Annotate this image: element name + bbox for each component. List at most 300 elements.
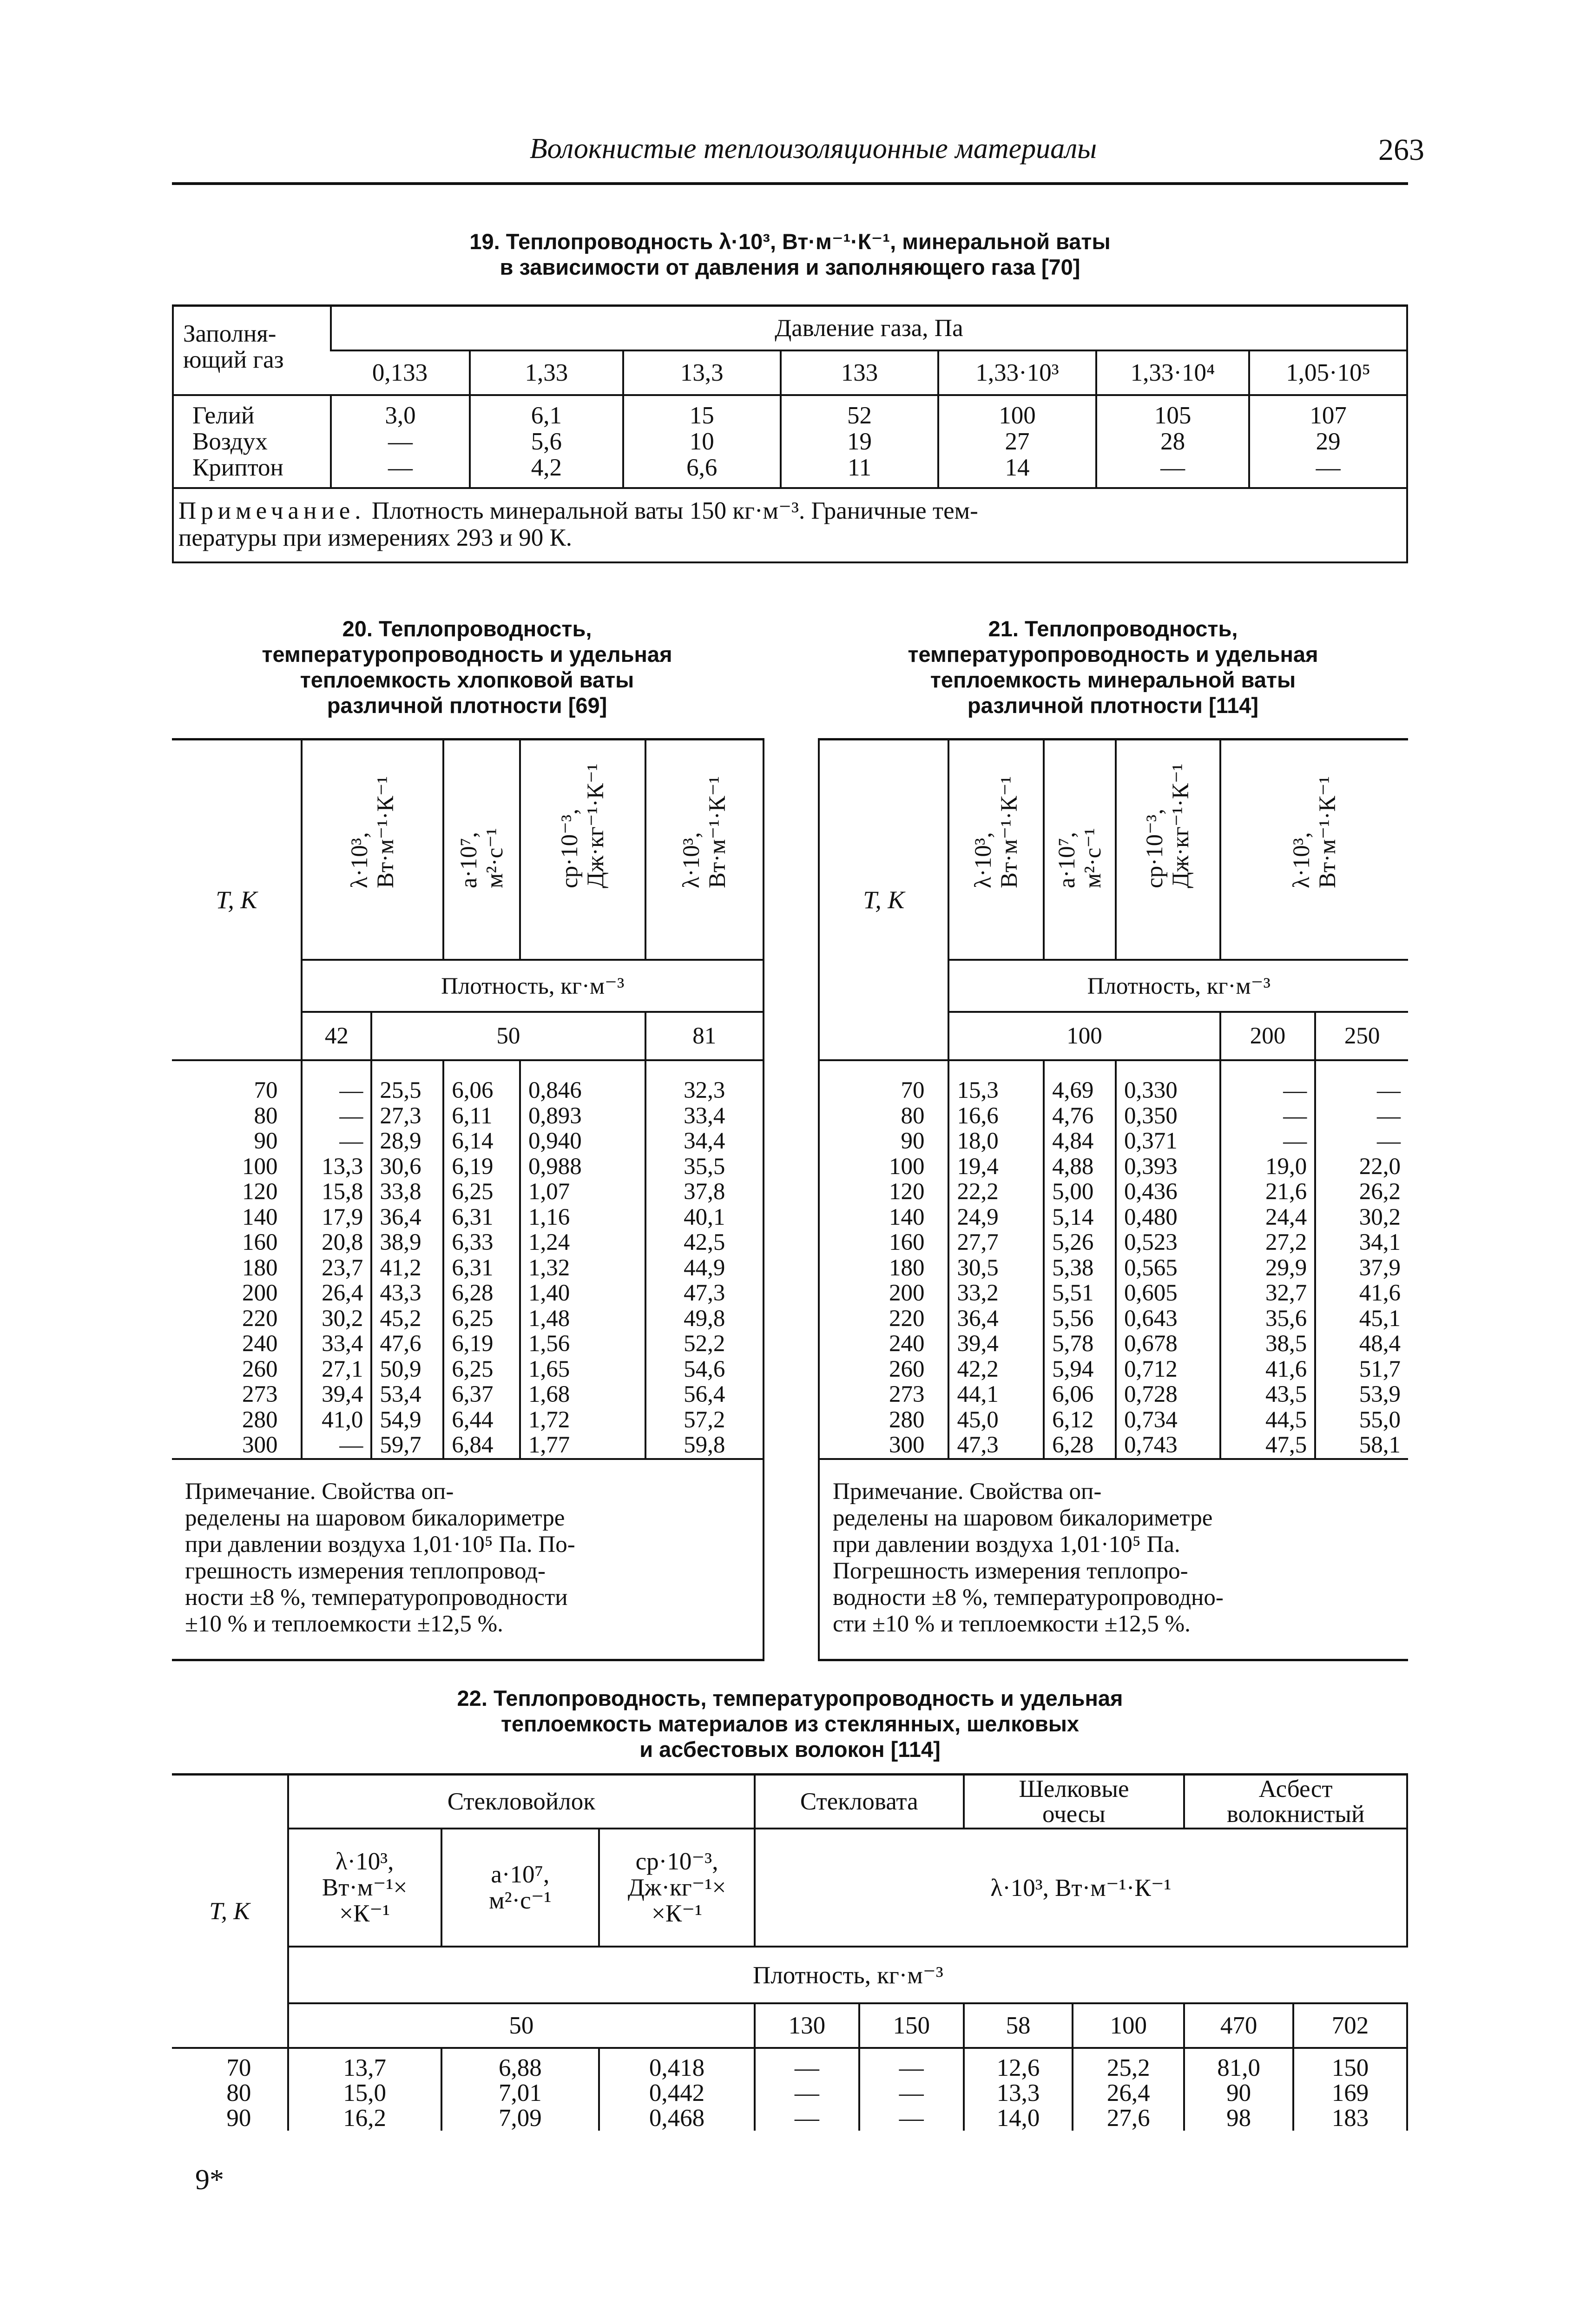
table-cell: 28,9 [380, 1128, 421, 1154]
note-line: ±10 % и теплоемкости ±12,5 %. [185, 1611, 503, 1637]
table-cell: 19,4 [957, 1153, 999, 1180]
table-cell: 44,5 [1265, 1406, 1307, 1433]
table-column [623, 395, 781, 488]
pressure-value: 1,33·10⁴ [1096, 350, 1250, 395]
note-line: Погрешность измерения теплопро- [833, 1558, 1188, 1584]
table-cell: 240 [889, 1331, 925, 1357]
table-cell: 3,0 [385, 402, 416, 429]
table-cell: — [1377, 1103, 1401, 1129]
table-cell: 6,25 [452, 1179, 494, 1205]
density-value: 58 [964, 2003, 1073, 2048]
table-cell: 48,4 [1359, 1331, 1401, 1357]
table-cell: 16,2 [343, 2105, 386, 2132]
column-header-diffusivity [1044, 739, 1116, 960]
table-cell: 37,9 [1359, 1254, 1401, 1281]
table-cell: 6,25 [452, 1356, 494, 1382]
table-cell: 1,65 [528, 1356, 570, 1382]
density-value: 130 [755, 2003, 859, 2048]
table-cell: 4,2 [531, 454, 562, 481]
note-text: Плотность минеральной ваты 150 кг·м⁻³. Граничные тем- [365, 497, 978, 524]
table-cell: 39,4 [322, 1381, 363, 1407]
table-cell: 107 [1310, 402, 1347, 429]
pressure-values-row [173, 350, 1407, 395]
table-cell: 59,8 [684, 1432, 725, 1458]
table-cell: 47,6 [380, 1331, 421, 1357]
table-cell: 13,7 [343, 2054, 386, 2081]
table-cell: — [899, 2080, 924, 2106]
table-cell: 98 [1226, 2105, 1251, 2132]
gas-name: Криптон [192, 454, 283, 481]
table-cell: 50,9 [380, 1356, 421, 1382]
header-text: Асбест [1258, 1776, 1333, 1802]
table-cell: 13,3 [996, 2080, 1040, 2106]
table-cell: 240 [242, 1331, 278, 1357]
table-cell: 41,2 [380, 1254, 421, 1281]
table-cell: 5,14 [1052, 1204, 1094, 1230]
table-column [938, 395, 1096, 488]
table-cell: 41,6 [1359, 1280, 1401, 1306]
table-21-note [819, 1459, 1408, 1660]
table-cell: 47,3 [684, 1280, 725, 1306]
table-column [302, 1060, 371, 1459]
table-column [288, 2048, 441, 2131]
table-column [1073, 2048, 1184, 2131]
table-cell: 23,7 [322, 1254, 363, 1281]
table-cell: 6,28 [1052, 1432, 1094, 1458]
table-cell: 150 [1331, 2054, 1369, 2081]
header-text: λ·10³, [335, 1848, 394, 1875]
table-cell: 0,565 [1124, 1254, 1178, 1281]
table-cell: 38,9 [380, 1229, 421, 1255]
note-label: Примечание. [178, 497, 366, 524]
column-header-lambda [302, 739, 443, 960]
table-cell: 43,5 [1265, 1381, 1307, 1407]
pressure-value: 13,3 [623, 350, 781, 395]
table-cell: 29,9 [1265, 1254, 1307, 1281]
table-cell: 5,6 [531, 428, 562, 455]
table-column [1249, 395, 1407, 488]
table-cell: 6,37 [452, 1381, 494, 1407]
signature-mark: 9* [195, 2164, 224, 2196]
table-cell: 7,01 [498, 2080, 542, 2106]
table-cell: 27 [1005, 428, 1030, 455]
caption-line: температуропроводность и удельная [262, 642, 672, 667]
table-cell: 6,12 [1052, 1406, 1094, 1433]
table-cell: 47,3 [957, 1432, 999, 1458]
table-cell: 1,32 [528, 1254, 570, 1281]
table-cell: 4,84 [1052, 1128, 1094, 1154]
table-cell: — [339, 1103, 363, 1129]
table-cell: 120 [242, 1179, 278, 1205]
table-cell: — [794, 2105, 819, 2132]
table-cell: 19 [847, 428, 872, 455]
table-cell: 24,9 [957, 1204, 999, 1230]
table-cell: 183 [1331, 2105, 1369, 2132]
table-cell: 140 [242, 1204, 278, 1230]
table-cell: 30,6 [380, 1153, 421, 1180]
table-cell: 220 [242, 1305, 278, 1332]
table-cell: 169 [1331, 2080, 1369, 2106]
table-column [1220, 1060, 1316, 1459]
temperature-header: T, К [216, 886, 257, 914]
caption-line: температуропроводность и удельная [908, 642, 1318, 667]
table-cell: 4,76 [1052, 1103, 1094, 1129]
material-asbestos [1184, 1775, 1407, 1829]
table-cell: 54,6 [684, 1356, 725, 1382]
table-cell: 1,07 [528, 1179, 570, 1205]
note-text: пературы при измерениях 293 и 90 К. [178, 524, 573, 551]
table-cell: 1,77 [528, 1432, 570, 1458]
table-cell: 36,4 [380, 1204, 421, 1230]
density-value: 470 [1184, 2003, 1293, 2048]
pressure-value: 0,133 [331, 350, 470, 395]
table-cell: 5,51 [1052, 1280, 1094, 1306]
column-header-heat-capacity [1116, 739, 1220, 960]
column-header-lambda [1220, 739, 1408, 960]
table-column [172, 1060, 302, 1459]
table-cell: 160 [889, 1229, 925, 1255]
table-cell: 15 [689, 402, 714, 429]
table-cell: 6,88 [498, 2054, 542, 2081]
table-cell: 0,418 [649, 2054, 705, 2081]
table-cell: 1,56 [528, 1331, 570, 1357]
table-cell: 59,7 [380, 1432, 421, 1458]
table-cell: 0,468 [649, 2105, 705, 2132]
table-cell: 56,4 [684, 1381, 725, 1407]
table-cell: 30,5 [957, 1254, 999, 1281]
table-22-caption [172, 1685, 1408, 1762]
table-cell: 0,678 [1124, 1331, 1178, 1357]
table-cell: 42,2 [957, 1356, 999, 1382]
header-rule [172, 182, 1408, 185]
gas-header [173, 306, 331, 396]
table-cell: 21,6 [1265, 1179, 1307, 1205]
table-cell: — [1377, 1128, 1401, 1154]
table-cell: 27,6 [1106, 2105, 1150, 2132]
density-value: 702 [1293, 2003, 1407, 2048]
table-cell: 280 [242, 1406, 278, 1433]
table-column [371, 1060, 443, 1459]
table-cell: 90 [901, 1128, 925, 1154]
table-cell: 180 [889, 1254, 925, 1281]
table-cell: 200 [889, 1280, 925, 1306]
table-cell: 11 [848, 454, 872, 481]
table-cell: — [1316, 454, 1341, 481]
table-cell: 81,0 [1217, 2054, 1260, 2081]
temperature-header: T, К [819, 739, 948, 1061]
pressure-value: 133 [781, 350, 938, 395]
caption-line: 19. Теплопроводность λ·10³, Вт·м⁻¹·К⁻¹, минеральной ваты [469, 229, 1111, 254]
table-column [781, 395, 938, 488]
table-cell: — [1283, 1077, 1307, 1103]
table-cell: 80 [226, 2080, 251, 2106]
header-text: Шелковые [1019, 1776, 1129, 1802]
table-21 [818, 738, 1408, 1661]
table-cell: 260 [889, 1356, 925, 1382]
material-glass-wool: Стекловата [755, 1775, 964, 1829]
rotated-label: λ·10³, Вт·м⁻¹·К⁻¹ [346, 776, 399, 888]
table-cell: 7,09 [498, 2105, 542, 2132]
table-cell: 6,19 [452, 1153, 494, 1180]
header-text: м²·с⁻¹ [489, 1887, 552, 1914]
table-cell: 6,28 [452, 1280, 494, 1306]
table-cell: 6,25 [452, 1305, 494, 1332]
table-cell: 80 [901, 1103, 925, 1129]
table-cell: 30,2 [1359, 1204, 1401, 1230]
table-column [1315, 1060, 1408, 1459]
table-cell: 51,7 [1359, 1356, 1401, 1382]
table-cell: 37,8 [684, 1179, 725, 1205]
table-column [520, 1060, 645, 1459]
table-cell: 45,2 [380, 1305, 421, 1332]
table-cell: 17,9 [322, 1204, 363, 1230]
table-cell: 27,3 [380, 1103, 421, 1129]
table-column [172, 2048, 288, 2131]
table-cell: 27,2 [1265, 1229, 1307, 1255]
table-cell: 6,11 [452, 1103, 493, 1129]
table-cell: 300 [242, 1432, 278, 1458]
table-cell: — [1283, 1103, 1307, 1129]
table-cell: 35,5 [684, 1153, 725, 1180]
table-cell: 280 [889, 1406, 925, 1433]
table-column [964, 2048, 1073, 2131]
density-value: 100 [1073, 2003, 1184, 2048]
table-cell: 6,31 [452, 1204, 494, 1230]
density-value: 50 [371, 1012, 645, 1060]
caption-line: 21. Теплопроводность, [988, 616, 1238, 641]
table-cell: 5,78 [1052, 1331, 1094, 1357]
table-cell: 25,5 [380, 1077, 421, 1103]
caption-line: теплоемкость минеральной ваты [930, 667, 1296, 692]
table-cell: — [899, 2105, 924, 2132]
table-cell: 0,436 [1124, 1179, 1178, 1205]
table-cell: 45,1 [1359, 1305, 1401, 1332]
note-line: водности ±8 %, температуропроводно- [833, 1584, 1224, 1611]
table-cell: 33,4 [322, 1331, 363, 1357]
table-cell: — [339, 1128, 363, 1154]
table-cell: — [1160, 454, 1185, 481]
table-cell: 38,5 [1265, 1331, 1307, 1357]
table-cell: 36,4 [957, 1305, 999, 1332]
table-cell: 24,4 [1265, 1204, 1307, 1230]
density-value: 50 [288, 2003, 755, 2048]
density-values-row [172, 2003, 1407, 2048]
note-line: ределены на шаровом бикалориметре [185, 1505, 565, 1531]
table-cell: 0,371 [1124, 1128, 1178, 1154]
header-text: Заполня- [183, 320, 276, 347]
table-cell: 20,8 [322, 1229, 363, 1255]
table-cell: 160 [242, 1229, 278, 1255]
table-cell: 44,9 [684, 1254, 725, 1281]
column-header-lambda [288, 1829, 441, 1947]
table-row [819, 1060, 1408, 1459]
pressure-header: Давление газа, Па [331, 306, 1407, 351]
table-cell: 70 [901, 1077, 925, 1103]
table-cell: 26,4 [1106, 2080, 1150, 2106]
table-cell: 52,2 [684, 1331, 725, 1357]
table-cell: 180 [242, 1254, 278, 1281]
header-text: ×К⁻¹ [652, 1900, 703, 1927]
header-text: волокнистый [1226, 1801, 1365, 1828]
note-line: грешность измерения теплопровод- [185, 1558, 546, 1584]
density-header: Плотность, кг·м⁻³ [288, 1947, 1407, 2003]
table-column [441, 2048, 599, 2131]
table-cell: 6,31 [452, 1254, 494, 1281]
table-cell: 1,40 [528, 1280, 570, 1306]
table-column [1116, 1060, 1220, 1459]
note-line: Примечание. Свойства оп- [833, 1478, 1102, 1505]
column-header-heat-capacity [599, 1829, 755, 1947]
table-20 [172, 738, 764, 1661]
table-cell: 260 [242, 1356, 278, 1382]
rotated-label: cp·10⁻³, Дж·кг⁻¹·К⁻¹ [556, 763, 609, 888]
table-cell: — [339, 1432, 363, 1458]
table-column [1096, 395, 1250, 488]
material-silk [964, 1775, 1185, 1829]
header-text: Вт·м⁻¹× [322, 1874, 408, 1901]
table-cell: 41,0 [322, 1406, 363, 1433]
gas-name: Воздух [192, 428, 268, 455]
table-cell: 45,0 [957, 1406, 999, 1433]
table-cell: 14 [1005, 454, 1030, 481]
table-column [645, 1060, 764, 1459]
caption-line: 22. Теплопроводность, температуропроводность и удельная [457, 1686, 1123, 1710]
table-cell: 0,743 [1124, 1432, 1178, 1458]
table-cell: 27,1 [322, 1356, 363, 1382]
table-column [1044, 1060, 1116, 1459]
header-text: a·10⁷, [491, 1861, 550, 1888]
table-cell: 5,38 [1052, 1254, 1094, 1281]
table-cell: 39,4 [957, 1331, 999, 1357]
table-cell: 0,734 [1124, 1406, 1178, 1433]
table-cell: 0,523 [1124, 1229, 1178, 1255]
caption-line: и асбестовых волокон [114] [639, 1737, 941, 1762]
table-row [172, 1060, 764, 1459]
table-cell: 47,5 [1265, 1432, 1307, 1458]
note-line: при давлении воздуха 1,01·10⁵ Па. По- [185, 1531, 575, 1558]
density-value: 81 [645, 1012, 764, 1060]
table-cell: 33,4 [684, 1103, 725, 1129]
table-cell: 22,0 [1359, 1153, 1401, 1180]
rotated-label: a·10⁷, м²·с⁻¹ [455, 828, 508, 888]
table-column [755, 2048, 859, 2131]
table-cell: 1,24 [528, 1229, 570, 1255]
table-cell: 0,846 [528, 1077, 582, 1103]
table-cell: — [1377, 1077, 1401, 1103]
table-cell: 32,7 [1265, 1280, 1307, 1306]
table-cell: 14,0 [996, 2105, 1040, 2132]
gas-column [173, 395, 331, 488]
table-cell: 6,14 [452, 1128, 494, 1154]
table-cell: 300 [889, 1432, 925, 1458]
table-column [443, 1060, 520, 1459]
column-header-lambda-all: λ·10³, Вт·м⁻¹·К⁻¹ [755, 1829, 1407, 1947]
table-cell: 0,643 [1124, 1305, 1178, 1332]
table-column [331, 395, 470, 488]
table-cell: — [794, 2054, 819, 2081]
table-cell: 6,1 [531, 402, 562, 429]
table-20-note [172, 1459, 764, 1660]
table-cell: 4,88 [1052, 1153, 1094, 1180]
table-cell: 40,1 [684, 1204, 725, 1230]
table-cell: 100 [999, 402, 1036, 429]
table-cell: 15,3 [957, 1077, 999, 1103]
table-cell: 1,48 [528, 1305, 570, 1332]
table-column [1293, 2048, 1407, 2131]
table-cell: 0,605 [1124, 1280, 1178, 1306]
note-line: при давлении воздуха 1,01·10⁵ Па. [833, 1531, 1180, 1558]
table-cell: 5,26 [1052, 1229, 1094, 1255]
density-header: Плотность, кг·м⁻³ [302, 960, 764, 1012]
table-row [172, 2048, 1407, 2131]
table-cell: 5,94 [1052, 1356, 1094, 1382]
table-cell: 12,6 [996, 2054, 1040, 2081]
table-19 [172, 304, 1408, 563]
table-cell: 27,7 [957, 1229, 999, 1255]
table-cell: 100 [242, 1153, 278, 1180]
caption-line: различной плотности [69] [327, 693, 607, 718]
density-value: 250 [1315, 1012, 1408, 1060]
table-cell: — [339, 1077, 363, 1103]
note-line: ности ±8 %, температуропроводности [185, 1584, 568, 1611]
density-header: Плотность, кг·м⁻³ [948, 960, 1408, 1012]
table-cell: 0,988 [528, 1153, 582, 1180]
table-cell: 1,16 [528, 1204, 570, 1230]
table-cell: 29 [1316, 428, 1341, 455]
table-19-caption [172, 229, 1408, 280]
table-cell: 1,72 [528, 1406, 570, 1433]
table-cell: 6,44 [452, 1406, 494, 1433]
density-value: 42 [302, 1012, 371, 1060]
table-column [470, 395, 623, 488]
header-text: очесы [1042, 1801, 1106, 1828]
header-text: cp·10⁻³, [635, 1848, 718, 1875]
table-cell: — [388, 428, 413, 455]
header-text: Дж·кг⁻¹× [627, 1874, 726, 1901]
table-22 [172, 1773, 1408, 2131]
column-header-lambda [645, 739, 764, 960]
note-line: сти ±10 % и теплоемкости ±12,5 %. [833, 1611, 1191, 1637]
table-cell: 105 [1154, 402, 1192, 429]
table-cell: 18,0 [957, 1128, 999, 1154]
table-20-caption [172, 616, 762, 718]
caption-line: теплоемкость материалов из стеклянных, шелковых [500, 1711, 1080, 1736]
table-cell: 6,19 [452, 1331, 494, 1357]
table-cell: 43,3 [380, 1280, 421, 1306]
table-cell: 120 [889, 1179, 925, 1205]
table-cell: 4,69 [1052, 1077, 1094, 1103]
column-header-heat-capacity [520, 739, 645, 960]
table-cell: 55,0 [1359, 1406, 1401, 1433]
table-cell: 0,393 [1124, 1153, 1178, 1180]
density-value: 200 [1220, 1012, 1316, 1060]
table-cell: 15,0 [343, 2080, 386, 2106]
density-value: 100 [948, 1012, 1220, 1060]
table-cell: 5,00 [1052, 1179, 1094, 1205]
table-cell: 70 [254, 1077, 278, 1103]
table-cell: 0,712 [1124, 1356, 1178, 1382]
table-cell: 5,56 [1052, 1305, 1094, 1332]
rotated-label: a·10⁷, м²·с⁻¹ [1053, 828, 1106, 888]
table-column [599, 2048, 755, 2131]
table-cell: 0,480 [1124, 1204, 1178, 1230]
table-cell: — [1283, 1128, 1307, 1154]
table-cell: 54,9 [380, 1406, 421, 1433]
table-cell: 6,84 [452, 1432, 494, 1458]
table-cell: 273 [242, 1381, 278, 1407]
table-cell: 28 [1160, 428, 1185, 455]
table-cell: 53,4 [380, 1381, 421, 1407]
